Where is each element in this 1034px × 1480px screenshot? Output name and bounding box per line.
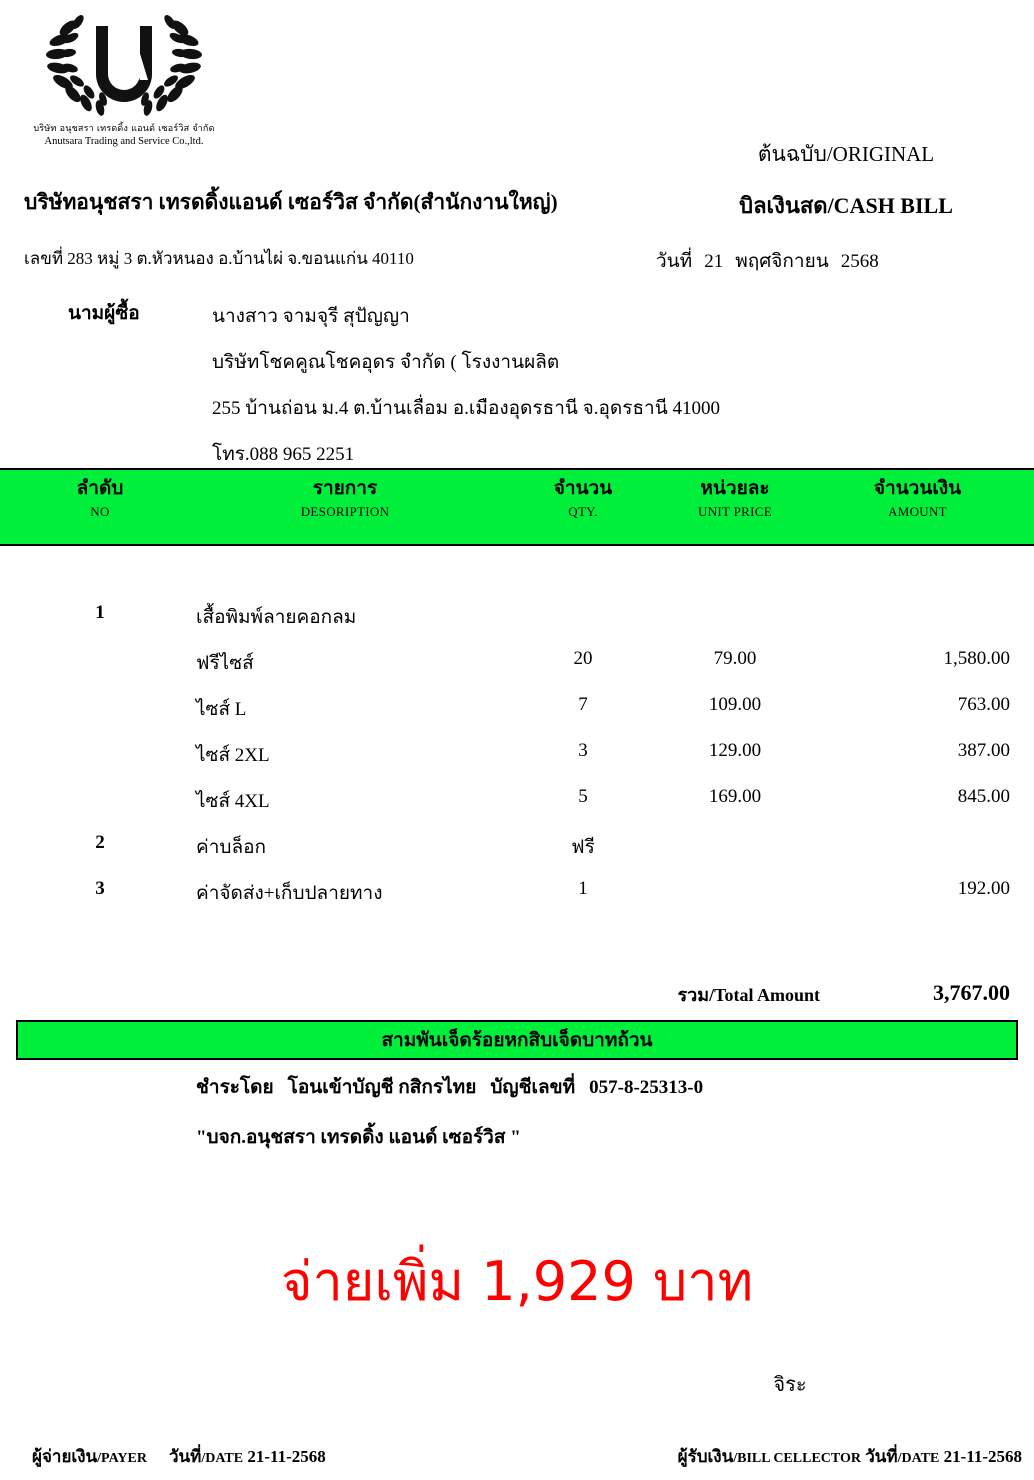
payer-block — [32, 1443, 326, 1470]
buyer-line: 255 บ้านถ่อน ม.4 ต.บ้านเลื่อม อ.เมืองอุดรธานี จ.อุดรธานี 41000 — [212, 398, 720, 419]
date-year: 2568 — [840, 251, 879, 272]
column-header-amount-th: จำนวนเงิน — [873, 478, 962, 499]
company-logo — [24, 8, 224, 147]
total-row — [0, 980, 1034, 1020]
cell-amount: 845.00 — [957, 786, 1010, 807]
cell-description: ค่าจัดส่ง+เก็บปลายทาง — [196, 883, 383, 904]
table-row — [0, 824, 1034, 870]
cell-amount: 192.00 — [957, 878, 1010, 899]
extra-payment-note: จ่ายเพิ่ม 1,929 บาท — [280, 1250, 754, 1313]
amount-in-words: สามพันเจ็ดร้อยหกสิบเจ็ดบาทถ้วน — [16, 1020, 1018, 1060]
collector-signature: จิระ — [773, 1374, 807, 1396]
account-name: "บจก.อนุชสรา เทรดดิ้ง แอนด์ เซอร์วิส " — [196, 1127, 521, 1148]
buyer-label: นามผู้ซื้อ — [68, 303, 140, 324]
column-header-description-en: DESORIPTION — [300, 504, 390, 519]
buyer-line: โทร.088 965 2251 — [212, 444, 355, 465]
cell-unit-price: 169.00 — [708, 786, 762, 807]
original-copy-label: ต้นฉบับ/ORIGINAL — [757, 142, 935, 166]
collector-date-label-th: วันที่ — [865, 1447, 898, 1466]
payment-method-line — [196, 1072, 703, 1102]
cell-description: เสื้อพิมพ์ลายคอกลม — [196, 607, 357, 628]
column-header-qty-th: จำนวน — [553, 478, 613, 499]
collector-block — [678, 1443, 1022, 1470]
table-row — [0, 594, 1034, 640]
account-label: บัญชีเลขที่ — [490, 1077, 576, 1098]
column-header-no — [30, 476, 170, 522]
table-row — [0, 640, 1034, 686]
cell-qty: 1 — [578, 878, 588, 899]
cell-description: ไซส์ L — [196, 699, 247, 720]
column-header-no-th: ลำดับ — [76, 478, 124, 499]
account-number: 057-8-25313-0 — [589, 1077, 704, 1098]
cell-amount: 763.00 — [957, 694, 1010, 715]
company-name: บริษัทอนุชสรา เทรดดิ้งแอนด์ เซอร์วิส จำกัด(สำนักงานใหญ่) — [24, 190, 558, 214]
cell-description: ไซส์ 2XL — [196, 745, 270, 766]
cell-unit-price: 79.00 — [713, 648, 757, 669]
buyer-line: บริษัทโชคคูณโชคอุดร จำกัด ( โรงงานผลิต — [212, 352, 560, 373]
document-date — [656, 246, 1034, 276]
buyer-line: นางสาว จามจุรี สุปัญญา — [212, 306, 410, 327]
column-header-qty-en: QTY. — [568, 504, 598, 519]
table-row — [0, 686, 1034, 732]
document-footer — [0, 1440, 1034, 1472]
collector-date-value: 21-11-2568 — [943, 1447, 1022, 1466]
table-row — [0, 778, 1034, 824]
payer-label-en: /PAYER — [97, 1451, 147, 1466]
cell-amount: 1,580.00 — [943, 648, 1010, 669]
cell-no: 3 — [95, 878, 105, 899]
payment-label: ชำระโดย — [196, 1077, 274, 1098]
column-header-unit-price-th: หน่วยละ — [700, 478, 770, 499]
column-header-no-en: NO — [90, 504, 110, 519]
date-day: 21 — [704, 251, 724, 272]
document-header — [16, 0, 1018, 465]
company-address: เลขที่ 283 หมู่ 3 ต.หัวหนอง อ.บ้านไผ่ จ.ขอนแก่น 40110 — [24, 249, 414, 268]
cell-description: ค่าบล็อก — [196, 837, 266, 858]
table-row — [0, 732, 1034, 778]
payer-label-th: ผู้จ่ายเงิน — [32, 1447, 98, 1466]
column-header-unit-price-en: UNIT PRICE — [698, 504, 772, 519]
cell-unit-price: 109.00 — [708, 694, 762, 715]
date-label: วันที่ — [656, 251, 693, 272]
cell-qty: 3 — [578, 740, 588, 761]
table-body — [0, 546, 1034, 966]
cell-description: ไซส์ 4XL — [196, 791, 270, 812]
payment-method: โอนเข้าบัญชี กสิกรไทย — [287, 1077, 477, 1098]
table-header-row — [0, 468, 1034, 546]
cell-qty: ฟรี — [571, 837, 595, 858]
column-header-qty — [508, 476, 658, 522]
payer-date-label-th: วันที่ — [168, 1447, 202, 1466]
collector-date-label-en: /DATE — [897, 1451, 940, 1466]
total-value: 3,767.00 — [933, 980, 1010, 1005]
logo-caption-thai: บริษัท อนุชสรา เทรดดิ้ง แอนด์ เซอร์วิส จำกัด — [33, 124, 215, 134]
column-header-amount — [820, 476, 1015, 522]
cell-no: 2 — [95, 832, 105, 853]
line-items-table — [0, 468, 1034, 966]
payer-date-value: 21-11-2568 — [247, 1447, 326, 1466]
cell-qty: 7 — [578, 694, 588, 715]
cell-qty: 20 — [573, 648, 593, 669]
cell-unit-price: 129.00 — [708, 740, 762, 761]
cell-amount: 387.00 — [957, 740, 1010, 761]
column-header-unit-price — [650, 476, 820, 522]
document-title: บิลเงินสด/CASH BILL — [739, 193, 953, 218]
collector-label-th: ผู้รับเงิน — [677, 1447, 734, 1466]
logo-wreath-icon — [44, 8, 204, 120]
table-row — [0, 870, 1034, 916]
date-month: พฤศจิกายน — [735, 251, 829, 272]
column-header-amount-en: AMOUNT — [888, 504, 947, 519]
column-header-description-th: รายการ — [312, 478, 378, 499]
total-label: รวม/Total Amount — [677, 985, 820, 1005]
payer-date-label-en: /DATE — [201, 1451, 244, 1466]
cell-qty: 5 — [578, 786, 588, 807]
cell-no: 1 — [95, 602, 105, 623]
column-header-description — [180, 476, 510, 522]
cell-description: ฟรีไซส์ — [196, 653, 254, 674]
logo-caption-english: Anutsara Trading and Service Co.,ltd. — [44, 136, 204, 147]
buyer-details — [212, 294, 720, 478]
collector-label-en: /BILL CELLECTOR — [733, 1451, 861, 1466]
